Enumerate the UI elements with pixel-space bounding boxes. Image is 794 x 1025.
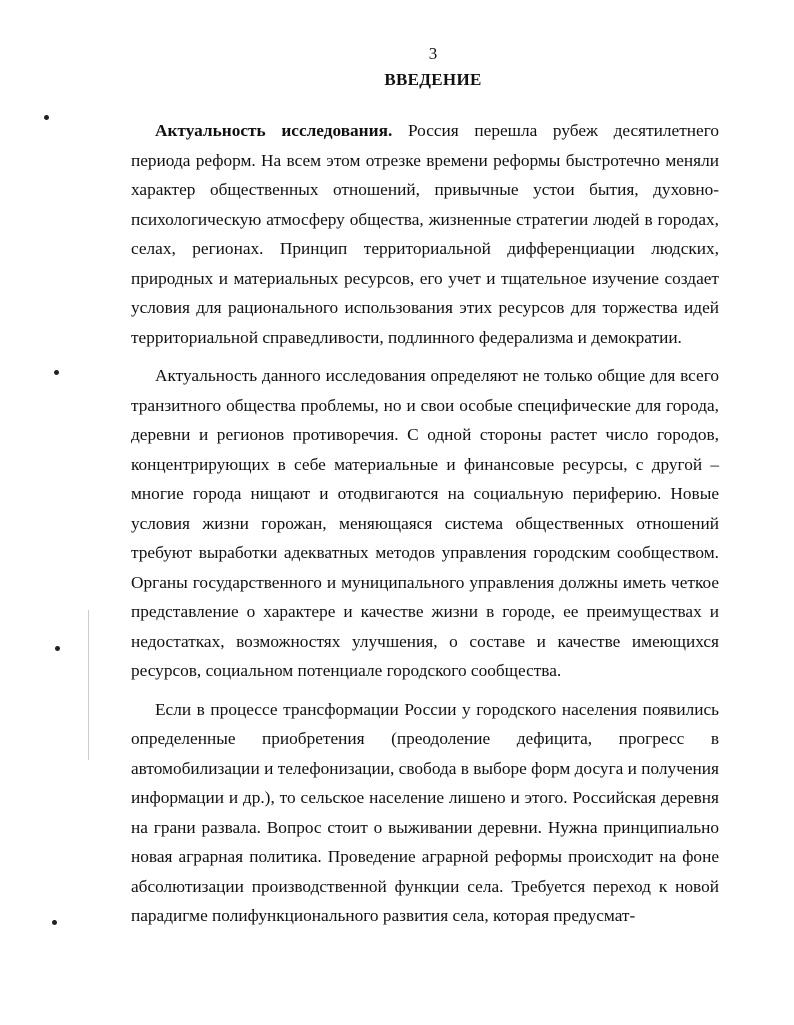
paragraph-relevance <box>131 116 719 352</box>
punch-hole-mark <box>44 115 49 120</box>
punch-hole-mark <box>54 370 59 375</box>
paragraph-lead: Актуальность исследования. <box>155 121 393 140</box>
punch-hole-mark <box>55 646 60 651</box>
scan-edge-line <box>88 610 89 760</box>
paragraph-village: Если в процессе трансформации России у городского населения появились определенные приобретения (преодоление дефицита, прогресс в автомобилизации и телефонизации, свобода в выборе форм досуга и получения информации и др.), то сельское население лишено и этого. Российская деревня на грани развала. Вопрос стоит о выживании деревни. Нужна принципиально новая аграрная политика. Проведение аграрной реформы происходит на фоне абсолютизации производственной функции села. Требуется переход к новой парадигме полифункционального развития села, которая предусмат- <box>131 699 719 925</box>
document-body <box>131 116 719 940</box>
section-heading: ВВЕДЕНИЕ <box>384 70 482 89</box>
paragraph-text: Россия перешла рубеж десятилетнего периода реформ. На всем этом отрезке времени реформы быстротечно меняли характер общественных отношений, привычные устои бытия, духовно-психологическую атмосферу общества, жизненные стратегии людей в городах, селах, регионах. Принцип территориальной дифференциации людских, природных и материальных ресурсов, его учет и тщательное изучение создает условия для рационального использования этих ресурсов для торжества идей территориальной справедливости, подлинного федерализма и демократии. <box>131 121 719 347</box>
page-number: 3 <box>428 44 438 63</box>
punch-hole-mark <box>52 920 57 925</box>
paragraph-city: Актуальность данного исследования определяют не только общие для всего транзитного общества проблемы, но и свои особые специфические для города, деревни и регионов противоречия. С одной стороны растет число городов, концентрирующих в себе материальные и финансовые ресурсы, с другой – многие города нищают и отодвигаются на социальную периферию. Новые условия жизни горожан, меняющаяся система общественных отношений требуют выработки адекватных методов управления городским сообществом. Органы государственного и муниципального управления должны иметь четкое представление о характере и качестве жизни в городе, ее преимуществах и недостатках, возможностях улучшения, о составе и качестве имеющихся ресурсов, социальном потенциале городского сообщества. <box>131 366 719 680</box>
